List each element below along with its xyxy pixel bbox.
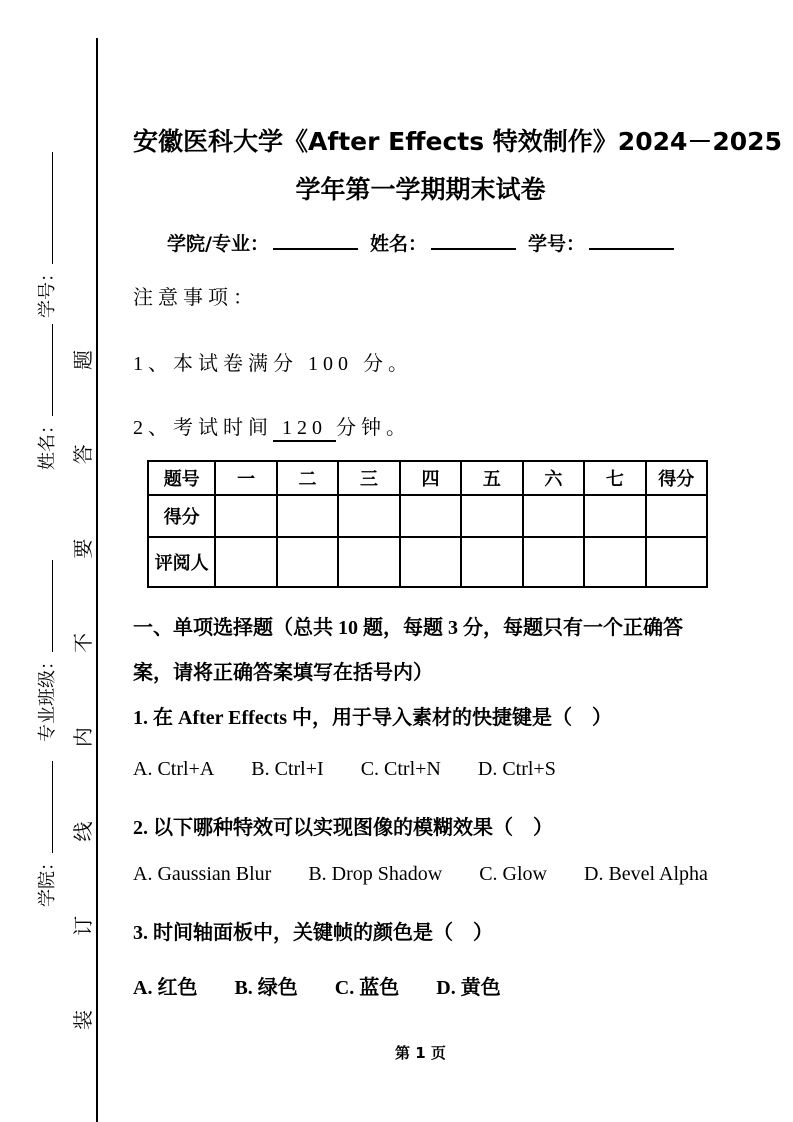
score-cell xyxy=(400,495,461,537)
note-duration-suffix: 分钟。 xyxy=(336,417,411,439)
question-1-text: 1. 在 After Effects 中，用于导入素材的快捷键是（ ） xyxy=(133,707,613,729)
reviewer-cell xyxy=(400,537,461,587)
option-item: A. Gaussian Blur xyxy=(133,863,272,885)
score-cell xyxy=(338,495,399,537)
reviewer-row-label: 评阅人 xyxy=(148,537,215,587)
seal-char: 题 xyxy=(73,350,95,371)
reviewer-cell xyxy=(646,537,707,587)
reviewer-cell xyxy=(215,537,276,587)
student-id-blank xyxy=(589,230,674,250)
seal-char: 答 xyxy=(73,444,95,465)
score-cell xyxy=(646,495,707,537)
score-table-header: 二 xyxy=(277,461,338,495)
option-item: D. Ctrl+S xyxy=(477,758,556,780)
note-full-score: 1、本试卷满分 100 分。 xyxy=(133,353,413,375)
score-table-header: 六 xyxy=(523,461,584,495)
sidebar-major-class-blank xyxy=(34,560,53,652)
score-cell xyxy=(461,495,522,537)
option-item: B. 绿色 xyxy=(234,977,298,999)
name-blank xyxy=(431,230,516,250)
score-table-header: 三 xyxy=(338,461,399,495)
score-table-header: 七 xyxy=(584,461,645,495)
student-info-form xyxy=(133,229,708,256)
option-item: A. Ctrl+A xyxy=(133,758,215,780)
reviewer-row xyxy=(148,537,707,587)
score-table-header-row xyxy=(148,461,707,495)
score-table-header: 五 xyxy=(461,461,522,495)
question-2-text: 2. 以下哪种特效可以实现图像的模糊效果（ ） xyxy=(133,817,553,839)
note-duration-prefix: 2、考试时间 xyxy=(133,417,273,439)
score-cell xyxy=(523,495,584,537)
student-id-label: 学号： xyxy=(527,233,585,255)
option-item: C. Ctrl+N xyxy=(360,758,441,780)
college-major-label: 学院/专业： xyxy=(167,233,269,255)
option-item: C. 蓝色 xyxy=(334,977,400,999)
binding-seal-text xyxy=(70,350,98,1030)
sidebar-field-college xyxy=(30,761,64,907)
college-major-blank xyxy=(273,230,358,250)
score-cell xyxy=(215,495,276,537)
sidebar-major-class-label: 专业班级： xyxy=(37,652,57,742)
reviewer-cell xyxy=(584,537,645,587)
score-table-header: 一 xyxy=(215,461,276,495)
page-number: 第 1 页 xyxy=(395,1044,446,1062)
reviewer-cell xyxy=(523,537,584,587)
notes-heading: 注意事项： xyxy=(133,287,258,309)
name-label: 姓名： xyxy=(369,233,427,255)
question-1-options xyxy=(133,758,556,781)
question-3-options xyxy=(133,971,501,1000)
sidebar-field-major-class xyxy=(30,560,64,742)
sidebar-student-id-blank xyxy=(34,152,53,264)
sidebar-field-student-id xyxy=(30,152,64,318)
seal-char: 不 xyxy=(73,632,95,653)
seal-char: 要 xyxy=(73,538,95,559)
score-table-header: 题号 xyxy=(148,461,215,495)
section1-heading: 一、单项选择题（总共 10 题，每题 3 分，每题只有一个正确答案，请将正确答案填写在括号内） xyxy=(133,617,683,684)
score-row xyxy=(148,495,707,537)
reviewer-cell xyxy=(277,537,338,587)
seal-char: 装 xyxy=(73,1010,95,1030)
option-item: D. 黄色 xyxy=(436,977,501,999)
note-duration-value: 120 xyxy=(273,417,336,442)
option-item: C. Glow xyxy=(479,863,548,885)
option-item: A. 红色 xyxy=(133,977,198,999)
reviewer-cell xyxy=(338,537,399,587)
sidebar-student-info xyxy=(30,95,64,1045)
score-table-header: 四 xyxy=(400,461,461,495)
question-3-text: 3. 时间轴面板中，关键帧的颜色是（ ） xyxy=(133,922,493,944)
seal-char: 线 xyxy=(73,821,95,842)
score-cell xyxy=(584,495,645,537)
sidebar-student-id-label: 学号： xyxy=(37,264,57,318)
exam-title-line2: 学年第一学期期末试卷 xyxy=(295,175,546,204)
score-table-header: 得分 xyxy=(646,461,707,495)
score-cell xyxy=(277,495,338,537)
seal-char: 内 xyxy=(73,727,95,748)
sidebar-name-label: 姓名： xyxy=(37,416,57,470)
option-item: B. Drop Shadow xyxy=(308,863,443,885)
score-table xyxy=(147,460,708,588)
score-row-label: 得分 xyxy=(148,495,215,537)
option-item: B. Ctrl+I xyxy=(251,758,324,780)
sidebar-college-blank xyxy=(34,761,53,853)
note-exam-duration xyxy=(133,411,411,442)
sidebar-field-name xyxy=(30,324,64,470)
sidebar-name-blank xyxy=(34,324,53,416)
reviewer-cell xyxy=(461,537,522,587)
seal-char: 订 xyxy=(73,915,95,936)
option-item: D. Bevel Alpha xyxy=(584,863,708,885)
exam-title-line1: 安徽医科大学《After Effects 特效制作》2024－2025 xyxy=(133,127,782,156)
question-2-options xyxy=(133,863,708,886)
sidebar-college-label: 学院： xyxy=(37,853,57,907)
